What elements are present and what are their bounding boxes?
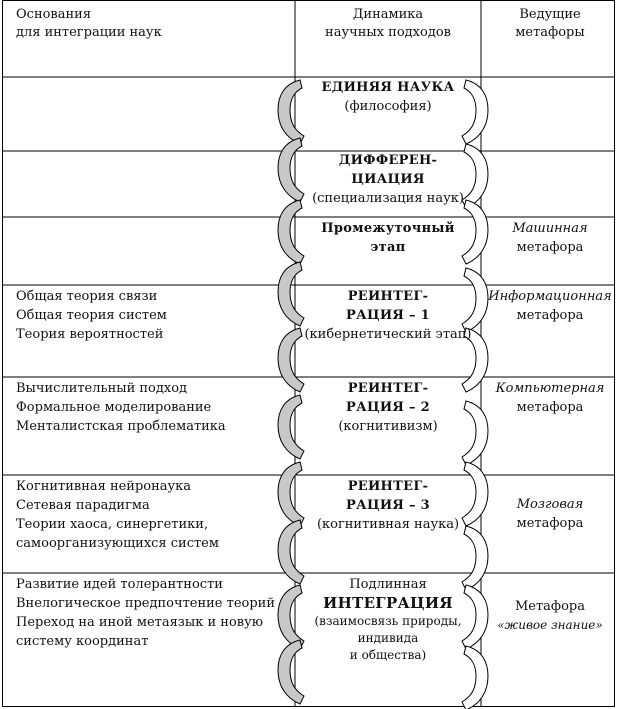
metaphor-title: Мозговая bbox=[516, 497, 584, 512]
bases-cell bbox=[16, 477, 286, 553]
stage-title: ЦИАЦИЯ bbox=[351, 172, 425, 187]
header-text: Динамика bbox=[352, 7, 424, 22]
stage-title: РЕИНТЕГ- bbox=[347, 289, 429, 304]
basis-item: Внелогическое предпочтение теорий bbox=[16, 596, 275, 611]
stage-title: ИНТЕГРАЦИЯ bbox=[323, 594, 453, 612]
stage-cell bbox=[298, 219, 478, 257]
metaphor-note: метафора bbox=[516, 516, 584, 531]
stage-title: этап bbox=[370, 240, 406, 255]
metaphor-title: Машинная bbox=[512, 221, 588, 236]
basis-item: Развитие идей толерантности bbox=[16, 577, 223, 592]
stage-cell bbox=[298, 287, 478, 344]
stage-note: (кибернетический этап) bbox=[304, 327, 472, 342]
stage-note: и общества) bbox=[349, 648, 427, 662]
basis-item: самоорганизующихся систем bbox=[16, 536, 219, 551]
metaphor-pre: Метафора bbox=[514, 599, 586, 614]
metaphor-cell bbox=[484, 495, 616, 533]
basis-item: Формальное моделирование bbox=[16, 400, 212, 415]
basis-item: систему координат bbox=[16, 634, 149, 649]
stage-title: РЕИНТЕГ- bbox=[347, 479, 429, 494]
header-text: Ведущие bbox=[519, 7, 581, 22]
metaphor-title: «живое знание» bbox=[497, 618, 603, 632]
stage-note: (специализация наук) bbox=[312, 191, 464, 206]
bases-cell bbox=[16, 379, 286, 436]
metaphor-cell bbox=[484, 219, 616, 257]
metaphor-title: Компьютерная bbox=[495, 381, 605, 396]
basis-item: Когнитивная нейронаука bbox=[16, 479, 192, 494]
metaphor-cell bbox=[484, 597, 616, 635]
stage-note: (когнитивизм) bbox=[338, 419, 438, 434]
bases-cell bbox=[16, 287, 286, 344]
metaphor-cell bbox=[484, 287, 616, 325]
basis-item: Общая теория связи bbox=[16, 289, 158, 304]
metaphor-note: метафора bbox=[516, 400, 584, 415]
basis-item: Вычислительный подход bbox=[16, 381, 188, 396]
basis-item: Переход на иной метаязык и новую bbox=[16, 615, 264, 630]
stage-title: ДИФФЕРЕН- bbox=[338, 153, 438, 168]
stage-title: Промежуточный bbox=[321, 221, 455, 236]
stage-title: РАЦИЯ – 1 bbox=[346, 308, 430, 323]
metaphor-cell bbox=[484, 379, 616, 417]
basis-item: Менталистская проблематика bbox=[16, 419, 226, 434]
header-dynamics bbox=[298, 6, 478, 42]
stage-cell bbox=[298, 477, 478, 534]
header-text: для интеграции наук bbox=[16, 25, 162, 40]
stage-title: РЕИНТЕГ- bbox=[347, 381, 429, 396]
basis-item: Общая теория систем bbox=[16, 308, 167, 323]
stage-pre: Подлинная bbox=[349, 577, 427, 592]
stage-title: ЕДИНЯЯ НАУКА bbox=[321, 80, 455, 95]
header-bases bbox=[16, 6, 286, 42]
metaphor-note: метафора bbox=[516, 308, 584, 323]
header-metaphors bbox=[484, 6, 616, 42]
header-text: Основания bbox=[16, 7, 92, 22]
stage-title: РАЦИЯ – 2 bbox=[346, 400, 430, 415]
stage-note: (когнитивная наука) bbox=[316, 517, 460, 532]
metaphor-title: Информационная bbox=[488, 289, 612, 304]
stage-cell bbox=[298, 575, 478, 664]
stage-note: индивида bbox=[357, 631, 419, 645]
metaphor-note: метафора bbox=[516, 240, 584, 255]
basis-item: Теория вероятностей bbox=[16, 327, 164, 342]
stage-note: (философия) bbox=[344, 99, 432, 114]
basis-item: Сетевая парадигма bbox=[16, 498, 150, 513]
bases-cell bbox=[16, 575, 286, 651]
stage-cell bbox=[298, 379, 478, 436]
header-text: научных подходов bbox=[325, 25, 451, 40]
header-text: метафоры bbox=[515, 25, 585, 40]
stage-title: РАЦИЯ – 3 bbox=[346, 498, 430, 513]
basis-item: Теории хаоса, синергетики, bbox=[16, 517, 209, 532]
stage-cell bbox=[298, 151, 478, 208]
stage-cell bbox=[298, 78, 478, 116]
stage-note: (взаимосвязь природы, bbox=[314, 614, 462, 628]
